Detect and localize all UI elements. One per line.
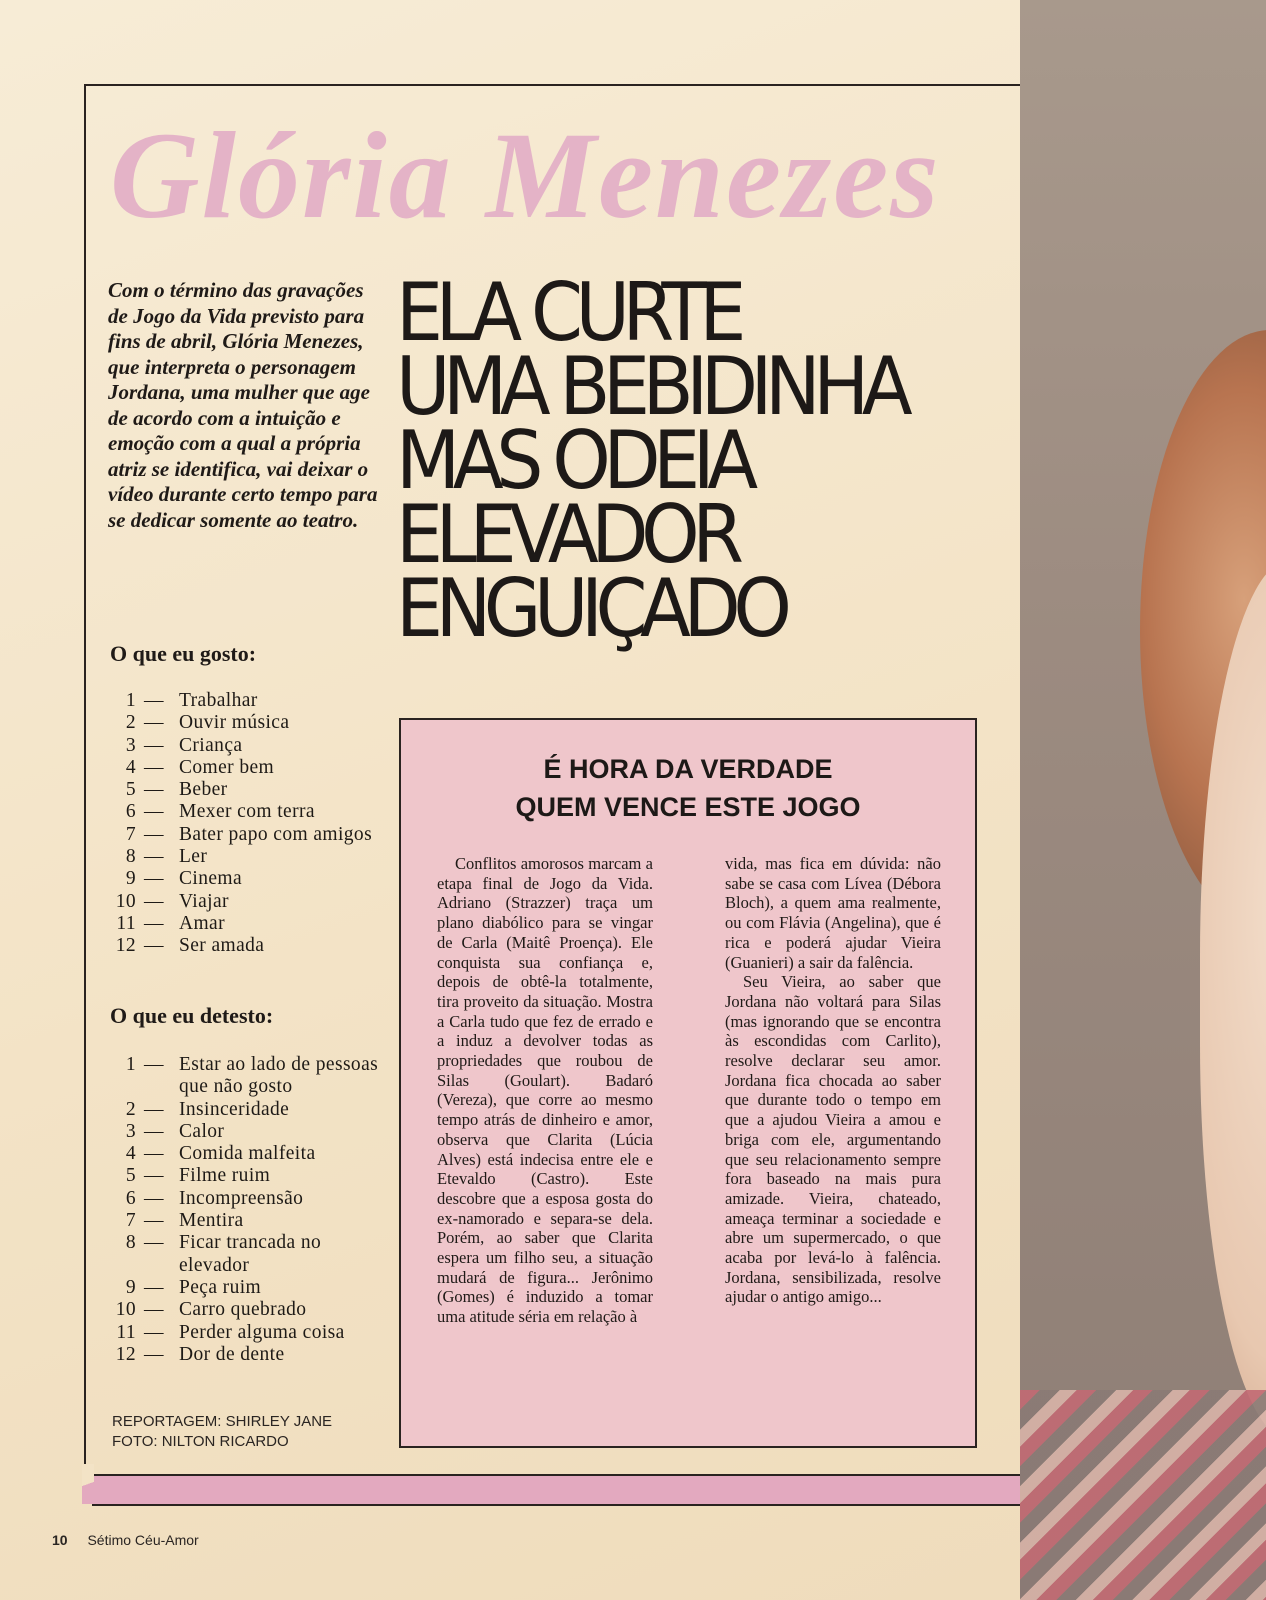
item-number: 10 [115,890,136,912]
item-dash: — [144,1165,164,1187]
list-item [106,1099,386,1121]
box-title-line: É HORA DA VERDADE [543,754,833,784]
list-item [106,1344,386,1366]
box-title [401,750,975,826]
list-item [106,1210,386,1232]
item-dash: — [144,935,164,957]
likes-heading: O que eu gosto: [110,641,257,666]
item-text: Dor de dente [179,1343,285,1365]
box-title-line: QUEM VENCE ESTE JOGO [515,792,861,822]
item-number: 11 [116,912,136,934]
photo-dress [1020,1390,1266,1600]
item-number: 4 [125,1143,136,1165]
item-number: 6 [125,1187,136,1209]
box-paragraph: Conflitos amorosos marcam a etapa final de Jogo da Vida. Adriano (Strazzer) traça um plano diabólico para se vingar de Carla (Maitê Proença). Ele conquista sua confiança e, depois de obtê-la totalmente, tira proveito da situação. Mostra a Carla tudo que fez de errado e a induz a devolver todas as propriedades que roubou de Silas (Goulart). Badaró (Vereza), que corre ao mesmo tempo atrás de dinheiro e amor, observa que Clarita (Lúcia Alves) está indecisa entre ele e Etevaldo (Castro). Este descobre que a esposa gosta do ex-namorado e separa-se dela. Porém, ao saber que Clarita espera um filho seu, a situação mudará de figura... Jerônimo (Gomes) é induzido a tomar uma atitude séria em relação à [437,854,653,1327]
list-item [106,712,386,734]
item-number: 12 [115,935,136,957]
item-number: 3 [125,734,136,756]
item-text: Bater papo com amigos [179,823,373,845]
page-footer [52,1532,199,1548]
item-text: Ficar trancada no elevador [179,1232,322,1276]
item-text: Carro quebrado [179,1299,307,1321]
item-number: 10 [115,1299,136,1321]
item-text: Ler [179,846,208,868]
headline-line: ENGUIÇADO [396,562,785,655]
list-item [106,801,386,823]
item-dash: — [144,846,164,868]
report-credit: REPORTAGEM: SHIRLEY JANE [112,1413,333,1430]
list-item [106,913,386,935]
item-number: 6 [125,801,136,823]
item-text: Filme ruim [179,1165,271,1187]
item-dash: — [144,823,164,845]
item-number: 2 [125,712,136,734]
headline-line: UMA BEBIDINHA [396,340,906,433]
item-number: 12 [115,1343,136,1365]
item-number: 7 [125,1210,136,1232]
item-dash: — [144,1187,164,1209]
list-item [106,1299,386,1321]
magazine-name: Sétimo Céu-Amor [87,1532,199,1548]
item-text: Viajar [179,890,229,912]
item-number: 1 [125,1054,136,1075]
item-number: 4 [125,756,136,778]
list-item [106,1277,386,1299]
list-item [106,690,386,712]
item-number: 1 [125,690,136,711]
item-text: Mentira [179,1210,244,1232]
intro-paragraph: Com o término das gravações de Jogo da Vida previsto para fins de abril, Glória Menezes, que interpreta o personagem Jordana, uma mulher que age de acordo com a intuição e emoção com a qual a própria atriz se identifica, vai deixar o vídeo durante certo tempo para se dedicar somente ao teatro. [108,278,378,532]
box-column-right [725,854,941,1307]
photo-credit: FOTO: NILTON RICARDO [112,1433,289,1450]
item-number: 5 [125,1165,136,1187]
list-item [106,735,386,757]
item-dash: — [144,1276,164,1298]
item-number: 7 [125,823,136,845]
list-item [106,1143,386,1165]
article-title: Glória Menezes [110,107,941,244]
credits [112,1412,332,1452]
item-text: Beber [179,779,228,801]
item-dash: — [144,1210,164,1232]
box-column-left [437,854,653,1327]
dislikes-list [106,1054,386,1366]
list-item [106,779,386,801]
item-text: Perder alguma coisa [179,1321,345,1343]
item-dash: — [144,890,164,912]
item-dash: — [144,779,164,801]
item-text: Ser amada [179,935,265,957]
item-dash: — [144,1343,164,1365]
list-item [106,757,386,779]
item-text: Criança [179,734,243,756]
item-text: Cinema [179,868,243,890]
headline [396,266,963,655]
list-item [106,846,386,868]
item-text: Amar [179,912,225,934]
item-dash: — [144,1143,164,1165]
dislikes-heading: O que eu detesto: [110,1003,274,1028]
list-item [106,891,386,913]
item-text: Insinceridade [179,1098,290,1120]
sidebar-box [399,718,977,1448]
item-number: 3 [125,1120,136,1142]
list-item [106,868,386,890]
item-number: 8 [125,1232,136,1254]
portrait-photo [1020,0,1266,1600]
item-number: 8 [125,846,136,868]
item-dash: — [144,1054,164,1075]
item-dash: — [144,801,164,823]
item-dash: — [144,1120,164,1142]
item-text: Comer bem [179,756,275,778]
list-item [106,1165,386,1187]
item-dash: — [144,1299,164,1321]
headline-line: ELA CURTE [396,266,739,359]
item-dash: — [144,912,164,934]
item-dash: — [144,734,164,756]
list-item [106,935,386,957]
headline-line: MAS ODEIA [396,414,751,507]
headline-line: ELEVADOR [396,488,737,581]
item-text: Calor [179,1120,225,1142]
box-paragraph: vida, mas fica em dúvida: não sabe se casa com Lívea (Débora Bloch), a quem ama realmente, ou com Flávia (Angelina), que é rica e poderá ajudar Vieira (Guanieri) a sair da falência. [725,854,941,972]
list-item [106,1121,386,1143]
item-text: Estar ao lado de pessoas que não gosto [179,1054,379,1098]
list-item [106,824,386,846]
decorative-bar [92,1474,1020,1506]
box-paragraph: Seu Vieira, ao saber que Jordana não voltará para Silas (mas ignorando que se encontra às escondidas com Carlito), resolve declarar seu amor. Jordana fica chocada ao saber que durante todo o tempo em que a ajudou Vieira a amou e briga com ele, argumentando que seu relacionamento sempre fora baseado na mais pura amizade. Vieira, chateado, ameaça terminar a sociedade e abre um supermercado, o que acaba por levá-lo à falência. Jordana, sensibilizada, resolve ajudar o antigo amigo... [725,972,941,1307]
item-text: Trabalhar [179,690,258,711]
page-number: 10 [52,1532,68,1548]
item-text: Mexer com terra [179,801,315,823]
likes-list [106,690,386,958]
list-item [106,1188,386,1210]
item-dash: — [144,756,164,778]
item-number: 2 [125,1098,136,1120]
item-text: Comida malfeita [179,1143,316,1165]
item-text: Peça ruim [179,1276,262,1298]
item-dash: — [144,1098,164,1120]
item-number: 5 [125,779,136,801]
item-number: 11 [116,1321,136,1343]
item-text: Incompreensão [179,1187,304,1209]
item-number: 9 [125,1276,136,1298]
item-number: 9 [125,868,136,890]
item-dash: — [144,1321,164,1343]
item-dash: — [144,712,164,734]
list-item [106,1322,386,1344]
item-dash: — [144,1232,164,1254]
item-dash: — [144,690,164,711]
item-dash: — [144,868,164,890]
list-item [106,1232,386,1277]
list-item [106,1054,386,1099]
item-text: Ouvir música [179,712,290,734]
